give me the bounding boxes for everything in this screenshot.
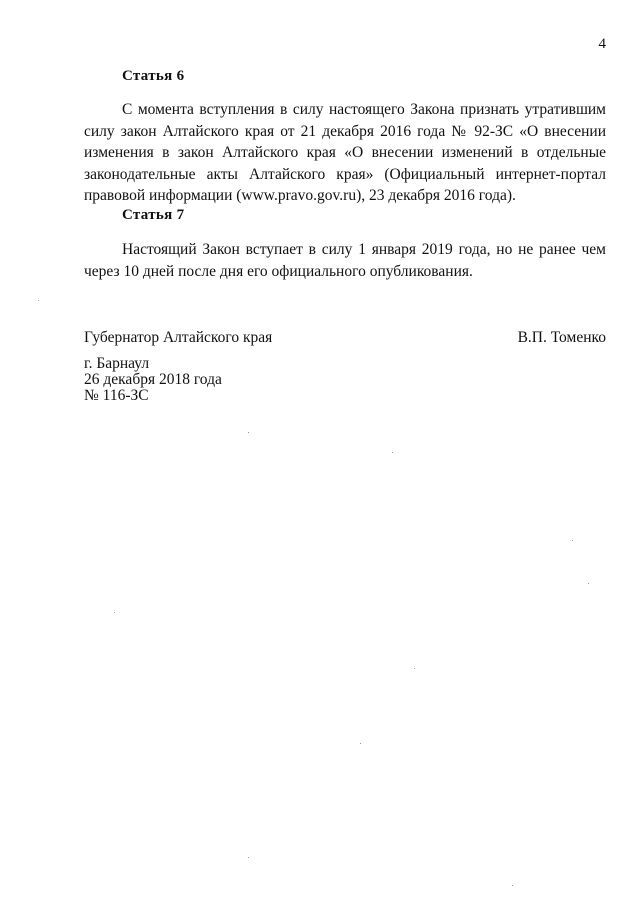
article-7-heading: Статья 7 <box>122 207 185 223</box>
page-number: 4 <box>598 36 606 52</box>
scan-speck <box>392 452 393 453</box>
article-6-heading: Статья 6 <box>122 68 185 84</box>
scan-speck <box>588 583 589 584</box>
article-6-text: С момента вступления в силу настоящего Закона признать утратившим силу закон Алтайского края от 21 декабря 2016 года № 92-ЗС «О внесении изменения в закон Алтайского края «О внесении изменений в отдельные законодательные акты Алтайского края» (Официальный интернет-портал правовой информации (www.pravo.gov.ru), 23 декабря 2016 года). <box>84 101 606 204</box>
scan-speck <box>248 857 249 858</box>
footer-law-number: № 116-ЗС <box>84 387 149 404</box>
signature-name: В.П. Томенко <box>517 329 606 346</box>
scan-speck <box>38 300 39 301</box>
scan-speck <box>360 743 361 744</box>
scan-speck <box>414 668 415 669</box>
scan-speck <box>248 432 249 433</box>
scan-speck <box>114 612 115 613</box>
footer-date: 26 декабря 2018 года <box>84 371 222 388</box>
scan-speck <box>572 540 573 541</box>
scan-speck <box>512 885 513 886</box>
footer-city: г. Барнаул <box>84 355 150 372</box>
article-7-text: Настоящий Закон вступает в силу 1 января 2019 года, но не ранее чем через 10 дней после дня его официального опубликования. <box>84 241 606 280</box>
signature-position: Губернатор Алтайского края <box>84 329 273 346</box>
